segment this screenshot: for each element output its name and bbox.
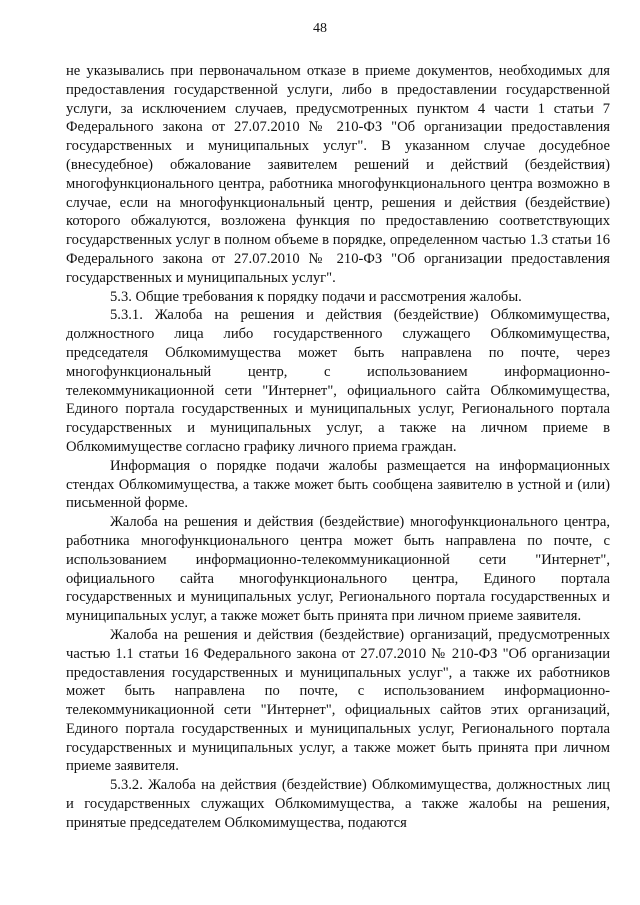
paragraph-section-5-3: 5.3. Общие требования к порядку подачи и рассмотрения жалобы. [110,288,522,305]
paragraph-info-stands: Информация о порядке подачи жалобы размещается на информационных стендах Облкомимущества, а также может быть сообщена заявителю в устной и (или) письменной форме. [66,457,610,512]
paragraph-continuation: не указывались при первоначальном отказе в приеме документов, необходимых для предоставления государственной услуги, либо в предоставлении государственной услуги, за исключением случаев, предусмотренных пунктом 4 части 1 статьи 7 Федерального закона от 27.07.2010 № 210-ФЗ "Об организации предоставления государственных и муниципальных услуг". В указанном случае досудебное (внесудебное) обжалование заявителем решений и действий (бездействия) многофункционального центра, работника многофункционального центра возможно в случае, если на многофункциональный центр, решения и действия (бездействие) которого обжалуются, возложена функция по предоставлению соответствующих государственных услуг в полном объеме в порядке, определенном частью 1.3 статьи 16 Федерального закона от 27.07.2010 № 210-ФЗ "Об организации предоставления государственных и муниципальных услуг". [66,63,610,286]
page-number: 48 [313,21,327,36]
paragraph-organizations-complaint: Жалоба на решения и действия (бездействие) организаций, предусмотренных частью 1.1 статьи 16 Федерального закона от 27.07.2010 № 210-ФЗ "Об организации предоставления государственных и муниципальных услуг", а также их работников может быть направлена по почте, с использованием информационно-телекоммуникационной сети "Интернет", официальных сайтов этих организаций, Единого портала государственных и муниципальных услуг, Регионального портала государственных и муниципальных услуг, а также может быть принята при личном приеме заявителя. [66,626,610,775]
paragraph-mfc-complaint: Жалоба на решения и действия (бездействие) многофункционального центра, работника многофункционального центра может быть направлена по почте, с использованием информационно-телекоммуникационной сети "Интернет", официального сайта многофункционального центра, Единого портала государственных и муниципальных услуг, Регионального портала государственных и муниципальных услуг, а также может быть принята при личном приеме заявителя. [66,514,610,625]
paragraph-section-5-3-2: 5.3.2. Жалоба на действия (бездействие) Облкомимущества, должностных лиц и государственных служащих Облкомимущества, а также жалобы на решения, принятые председателем Облкомимущества, подаются [66,777,610,831]
body-text [66,62,610,833]
paragraph-section-5-3-1: 5.3.1. Жалоба на решения и действия (бездействие) Облкомимущества, должностного лица либо государственного служащего Облкомимущества, председателя Облкомимущества может быть направлена по почте, через многофункциональный центр, с использованием информационно-телекоммуникационной сети "Интернет", официального сайта Облкомимущества, Единого портала государственных и муниципальных услуг, Регионального портала государственных и муниципальных услуг, а также на личном приеме в Облкомимуществе согласно графику личного приема граждан. [66,307,610,455]
